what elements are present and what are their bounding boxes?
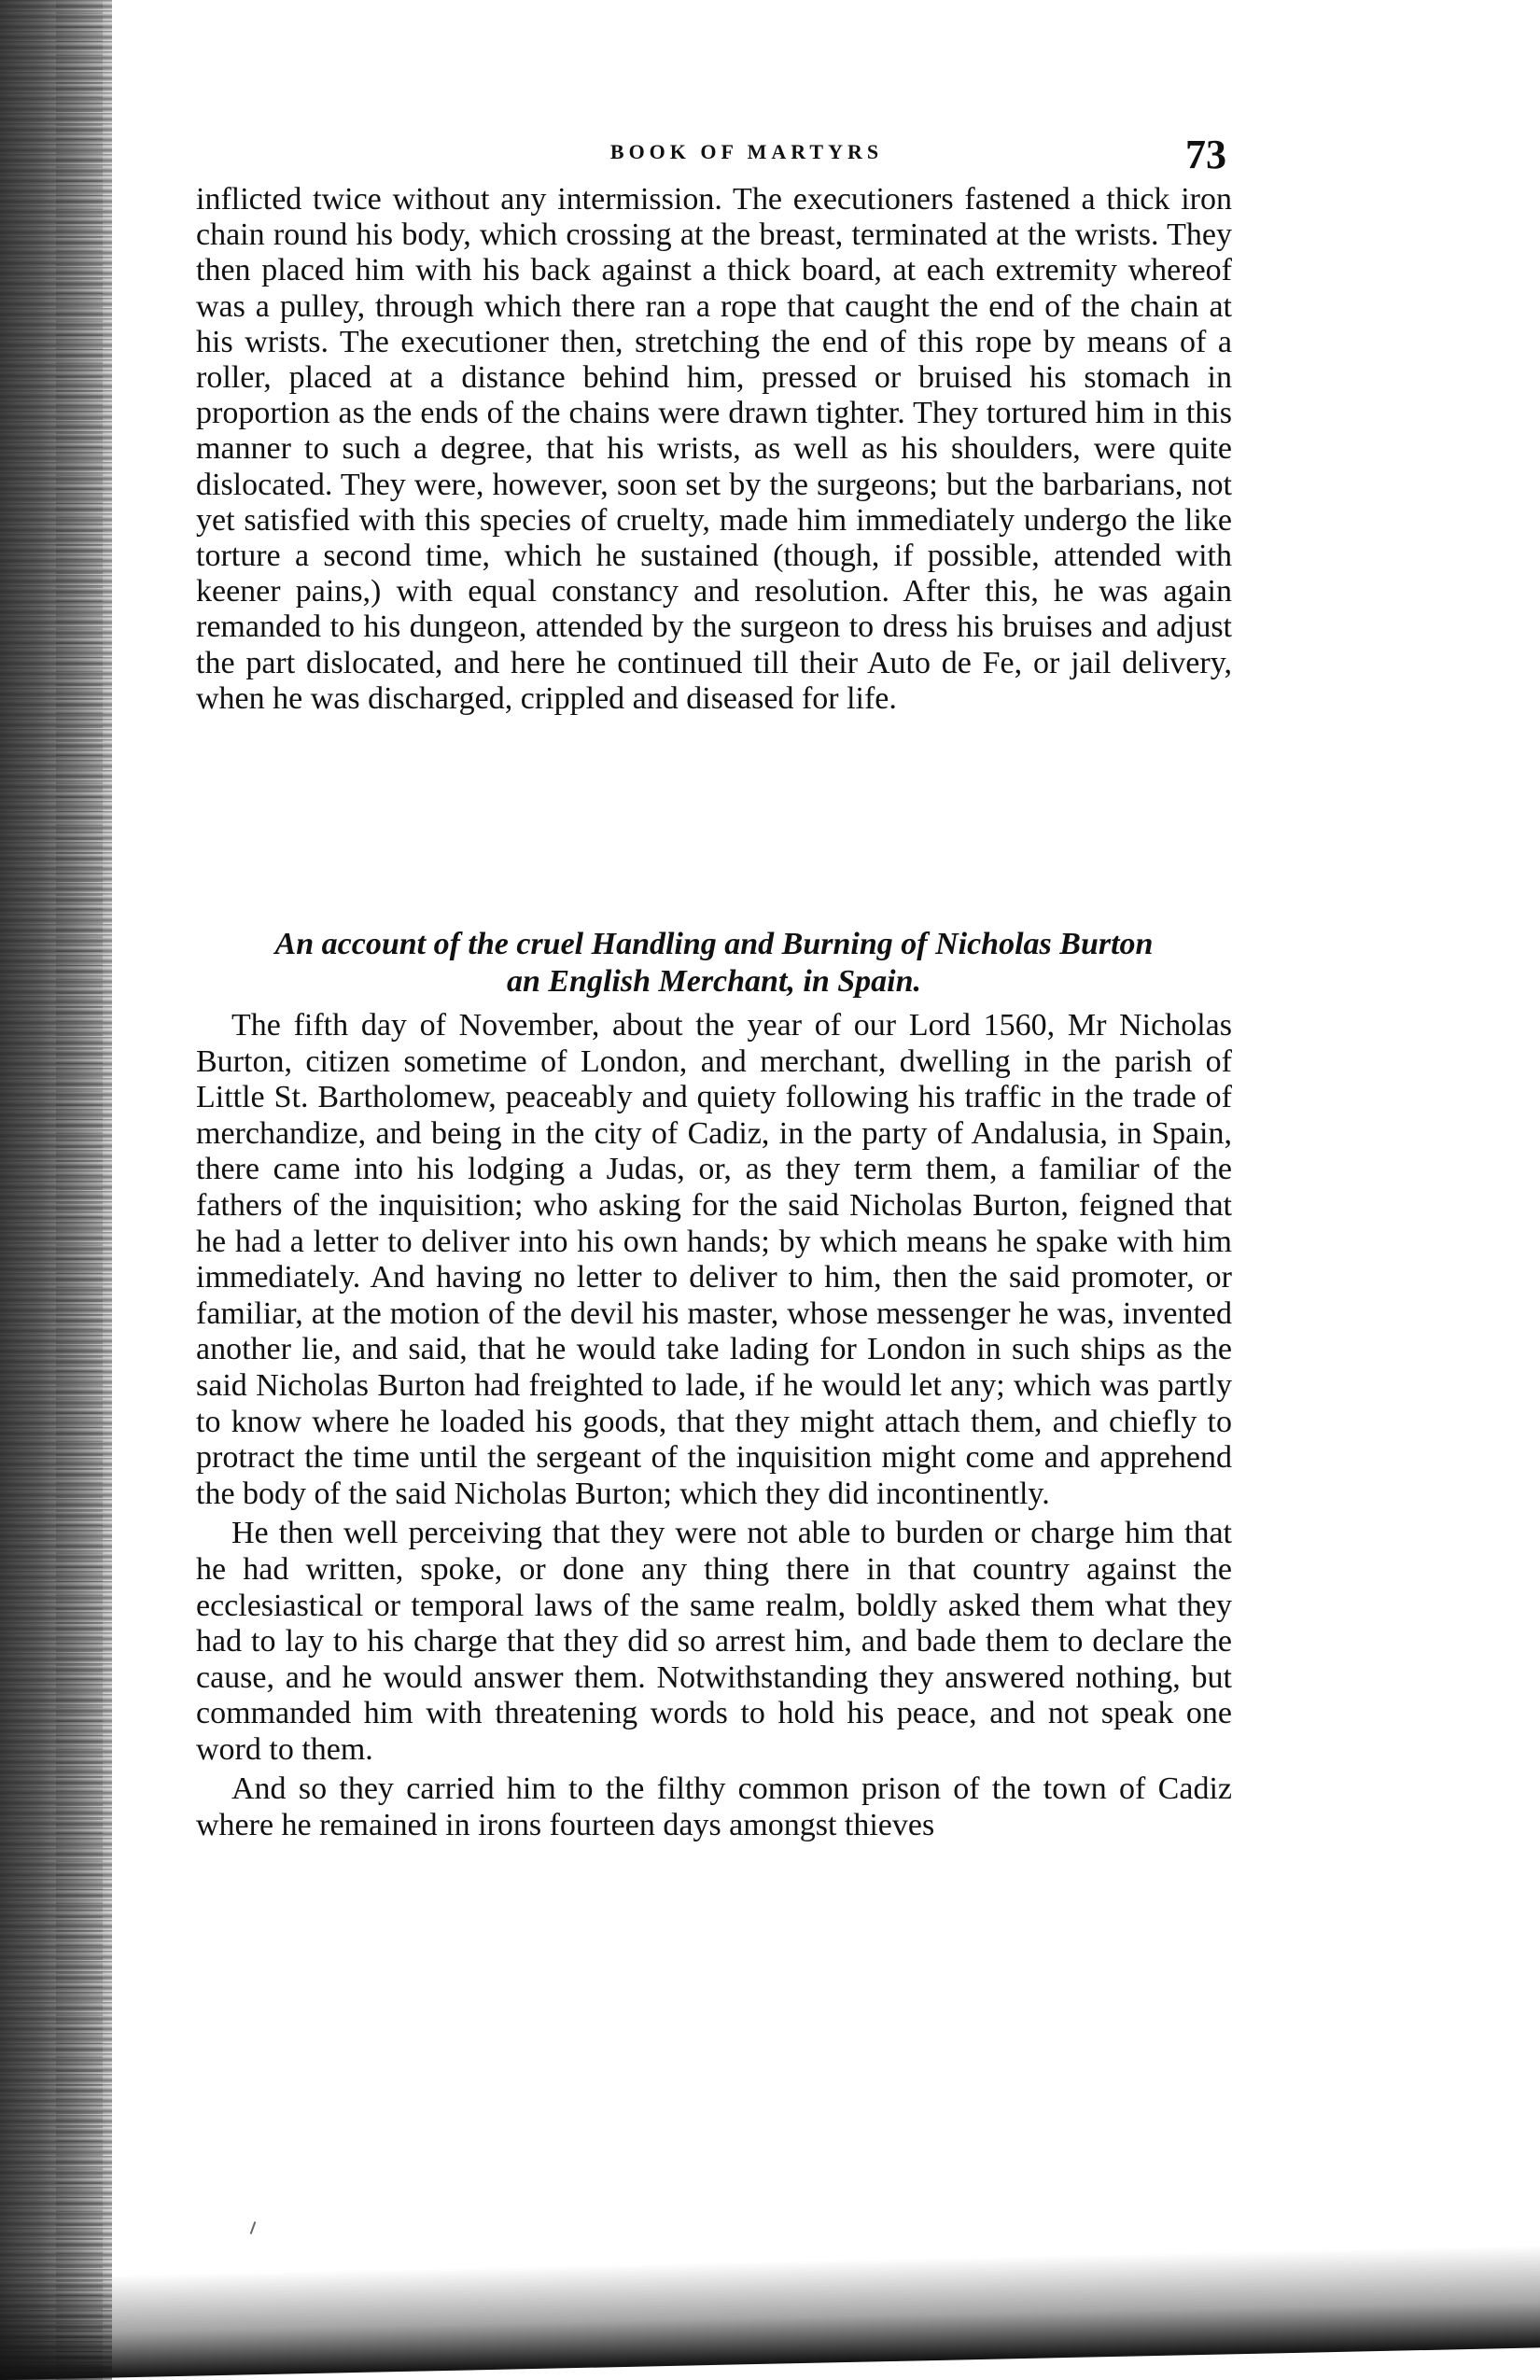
binding-texture (56, 0, 103, 2380)
running-head: BOOK OF MARTYRS (609, 140, 884, 163)
section-heading (196, 926, 1232, 1001)
section-paragraph-3: And so they carried him to the filthy common prison of the town of Cadiz where he remained in irons fourteen days amongst thieves (196, 1771, 1232, 1843)
section-heading-line-2: an English Merchant, in Spain. (506, 964, 922, 999)
continuation-text (196, 182, 1232, 717)
section-body (196, 1008, 1232, 1848)
section-paragraph-2: He then well perceiving that they were not able to burden or charge him that he had written, spoke, or done any thing there in that country against the ecclesiastical or temporal laws of the same realm, boldly asked them what they had to lay to his charge that they did so arrest him, and bade them to declare the cause, and he would answer them. Notwithstanding they answered nothing, but commanded him with threatening words to hold his peace, and not speak one word to them. (196, 1516, 1232, 1767)
section-heading-line-1: An account of the cruel Handling and Burning of Nicholas Burton (274, 927, 1154, 961)
scan-bottom-shadow (0, 2245, 1540, 2380)
stray-mark (250, 2221, 257, 2234)
continuation-paragraph: inflicted twice without any intermission. The executioners fastened a thick iron chain round his body, which crossing at the breast, terminated at the wrists. They then placed him with his back against a thick board, at each extremity whereof was a pulley, through which there ran a rope that caught the end of the chain at his wrists. The executioner then, stretching the end of this rope by means of a roller, placed at a distance behind him, pressed or bruised his stomach in proportion as the ends of the chains were drawn tighter. They tortured him in this manner to such a degree, that his wrists, as well as his shoulders, were quite dislocated. They were, however, soon set by the surgeons; but the barbarians, not yet satisfied with this species of cruelty, made him immediately undergo the like torture a second time, which he sustained (though, if possible, attended with keener pains,) with equal constancy and resolution. After this, he was again remanded to his dungeon, attended by the surgeon to dress his bruises and adjust the part dislocated, and here he continued till their Auto de Fe, or jail delivery, when he was discharged, crippled and diseased for life. (196, 182, 1232, 716)
section-paragraph-1: The fifth day of November, about the year of our Lord 1560, Mr Nicholas Burton, citizen sometime of London, and merchant, dwelling in the parish of Little St. Bartholomew, peaceably and quiety following his traffic in the trade of merchandize, and being in the city of Cadiz, in the party of Andalusia, in Spain, there came into his lodging a Judas, or, as they term them, a familiar of the fathers of the inquisition; who asking for the said Nicholas Burton, feigned that he had a letter to deliver into his own hands; by which means he spake with him immediately. And having no letter to deliver to him, then the said promoter, or familiar, at the motion of the devil his master, whose messenger he was, invented another lie, and said, that he would take lading for London in such ships as the said Nicholas Burton had freighted to lade, if he would let any; which was partly to know where he loaded his goods, that they might attach them, and chiefly to protract the time until the sergeant of the inquisition might come and apprehend the body of the said Nicholas Burton; which they did incontinently. (196, 1008, 1232, 1511)
page-number: 73 (1185, 132, 1226, 177)
